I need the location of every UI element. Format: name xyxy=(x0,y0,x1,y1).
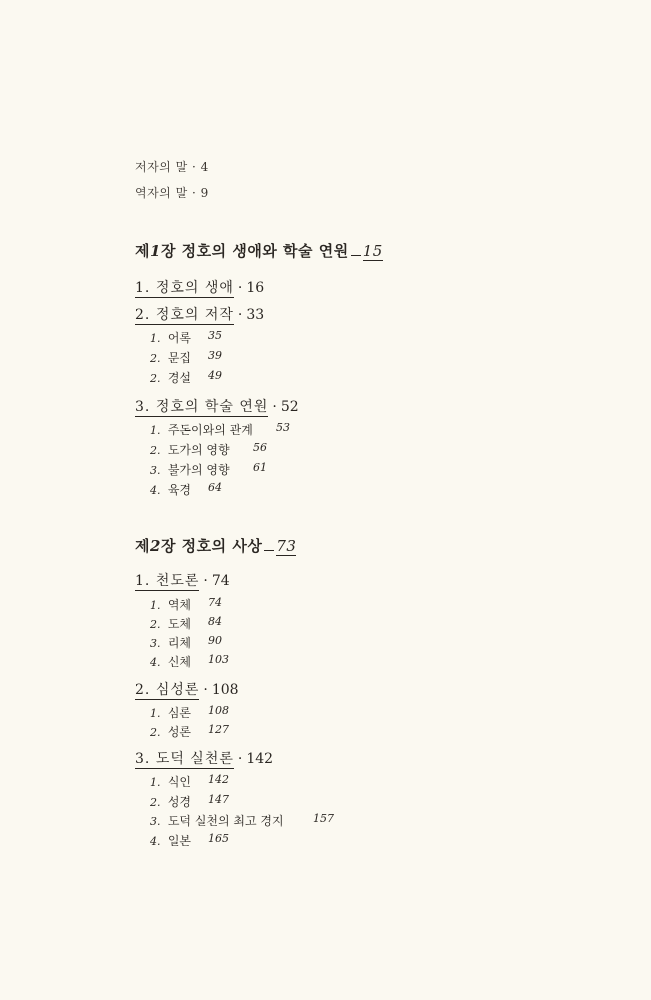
chapter-title: 장 정호의 사상 xyxy=(160,537,263,555)
section-title: 도덕 실천론 xyxy=(155,751,234,767)
toc-item[interactable] xyxy=(150,793,350,810)
toc-item[interactable] xyxy=(150,634,270,651)
toc-front-translator-preface[interactable]: 역자의 말 · 9 xyxy=(135,186,209,200)
chapter-number: 1 xyxy=(150,242,161,260)
section-page: 33 xyxy=(246,307,265,323)
chapter-page: 73 xyxy=(276,537,297,555)
item-number: 2. xyxy=(150,372,161,385)
leader-rule xyxy=(264,549,274,551)
toc-item[interactable] xyxy=(150,461,310,478)
item-title: 역체 xyxy=(167,598,192,612)
item-number: 2. xyxy=(150,726,161,739)
item-title: 도덕 실천의 최고 경지 xyxy=(167,814,284,828)
toc-section-2-1[interactable]: 1. 천도론 · 74 xyxy=(135,573,230,589)
item-number: 2. xyxy=(150,796,161,809)
section-number: 2. xyxy=(135,307,151,323)
item-page: 49 xyxy=(208,369,222,382)
item-page: 165 xyxy=(208,832,229,845)
toc-item[interactable] xyxy=(150,615,270,632)
item-page: 147 xyxy=(208,793,229,806)
toc-entry-page: 9 xyxy=(200,186,209,200)
item-number: 4. xyxy=(150,656,161,669)
item-number: 1. xyxy=(150,707,161,720)
chapter-title: 장 정호의 생애와 학술 연원 xyxy=(160,242,349,260)
chapter-number: 2 xyxy=(150,537,161,555)
section-page: 142 xyxy=(246,751,274,767)
item-title: 어록 xyxy=(167,331,192,345)
toc-entry-page: 4 xyxy=(200,160,209,174)
toc-chapter-1[interactable] xyxy=(135,240,383,261)
item-number: 1. xyxy=(150,332,161,345)
item-number: 2. xyxy=(150,618,161,631)
toc-item[interactable] xyxy=(150,653,270,670)
item-title: 육경 xyxy=(167,483,192,497)
item-page: 157 xyxy=(313,812,334,825)
chapter-prefix: 제 xyxy=(135,537,150,555)
section-page: 74 xyxy=(211,573,230,589)
toc-item[interactable] xyxy=(150,723,270,740)
toc-section-2-2[interactable]: 2. 심성론 · 108 xyxy=(135,682,239,698)
toc-item[interactable] xyxy=(150,812,350,829)
item-title: 성론 xyxy=(167,725,192,739)
section-title-wrap xyxy=(135,399,268,417)
section-title: 정호의 저작 xyxy=(155,307,234,323)
item-page: 74 xyxy=(208,596,222,609)
leader-rule xyxy=(351,254,361,256)
toc-section-1-2[interactable]: 2. 정호의 저작 · 33 xyxy=(135,307,265,323)
item-page: 53 xyxy=(276,421,290,434)
item-number: 2. xyxy=(150,352,161,365)
item-page: 61 xyxy=(253,461,267,474)
chapter-prefix: 제 xyxy=(135,242,150,260)
section-page: 16 xyxy=(246,280,265,296)
section-title: 천도론 xyxy=(155,573,200,589)
item-page: 103 xyxy=(208,653,229,666)
item-page: 142 xyxy=(208,773,229,786)
item-number: 1. xyxy=(150,424,161,437)
toc-entry-title: 저자의 말 xyxy=(135,160,188,174)
section-title: 정호의 학술 연원 xyxy=(155,399,269,415)
section-title-wrap xyxy=(135,280,234,298)
section-number: 1. xyxy=(135,280,151,296)
section-number: 1. xyxy=(135,573,151,589)
item-title: 리체 xyxy=(167,636,192,650)
toc-item[interactable] xyxy=(150,329,270,346)
toc-item[interactable] xyxy=(150,421,310,438)
toc-item[interactable] xyxy=(150,704,270,721)
item-title: 도가의 영향 xyxy=(167,443,230,457)
item-title: 불가의 영향 xyxy=(167,463,230,477)
section-title: 심성론 xyxy=(155,682,200,698)
section-title-wrap xyxy=(135,682,199,700)
item-page: 84 xyxy=(208,615,222,628)
toc-item[interactable] xyxy=(150,349,270,366)
item-title: 심론 xyxy=(167,706,192,720)
toc-item[interactable] xyxy=(150,596,270,613)
section-number: 3. xyxy=(135,399,151,415)
item-number: 2. xyxy=(150,444,161,457)
section-title-wrap xyxy=(135,751,234,769)
section-page: 52 xyxy=(280,399,299,415)
section-page: 108 xyxy=(211,682,239,698)
item-title: 신체 xyxy=(167,655,192,669)
item-page: 35 xyxy=(208,329,222,342)
item-page: 56 xyxy=(253,441,267,454)
item-title: 일본 xyxy=(167,834,192,848)
item-title: 성경 xyxy=(167,795,192,809)
section-number: 3. xyxy=(135,751,151,767)
chapter-page: 15 xyxy=(362,242,383,260)
toc-item[interactable] xyxy=(150,369,270,386)
item-number: 4. xyxy=(150,484,161,497)
toc-item[interactable] xyxy=(150,481,310,498)
item-number: 3. xyxy=(150,637,161,650)
toc-item[interactable] xyxy=(150,441,310,458)
item-number: 1. xyxy=(150,599,161,612)
item-number: 4. xyxy=(150,835,161,848)
item-number: 3. xyxy=(150,815,161,828)
item-title: 식인 xyxy=(167,775,192,789)
section-title-wrap xyxy=(135,307,234,325)
item-number: 3. xyxy=(150,464,161,477)
section-title-wrap xyxy=(135,573,199,591)
item-title: 경설 xyxy=(167,371,192,385)
item-page: 64 xyxy=(208,481,222,494)
toc-chapter-2[interactable] xyxy=(135,535,296,556)
item-page: 39 xyxy=(208,349,222,362)
toc-section-1-3[interactable]: 3. 정호의 학술 연원 · 52 xyxy=(135,399,299,415)
toc-item[interactable] xyxy=(150,832,350,849)
item-page: 127 xyxy=(208,723,229,736)
item-number: 1. xyxy=(150,776,161,789)
toc-section-1-1[interactable]: 1. 정호의 생애 · 16 xyxy=(135,280,265,296)
toc-item[interactable] xyxy=(150,773,350,790)
item-page: 108 xyxy=(208,704,229,717)
toc-section-2-3[interactable]: 3. 도덕 실천론 · 142 xyxy=(135,751,274,767)
item-page: 90 xyxy=(208,634,222,647)
item-title: 주돈이와의 관계 xyxy=(167,423,253,437)
toc-front-author-preface[interactable]: 저자의 말 · 4 xyxy=(135,160,209,174)
toc-entry-title: 역자의 말 xyxy=(135,186,188,200)
section-title: 정호의 생애 xyxy=(155,280,234,296)
item-title: 도체 xyxy=(167,617,192,631)
item-title: 문집 xyxy=(167,351,192,365)
section-number: 2. xyxy=(135,682,151,698)
